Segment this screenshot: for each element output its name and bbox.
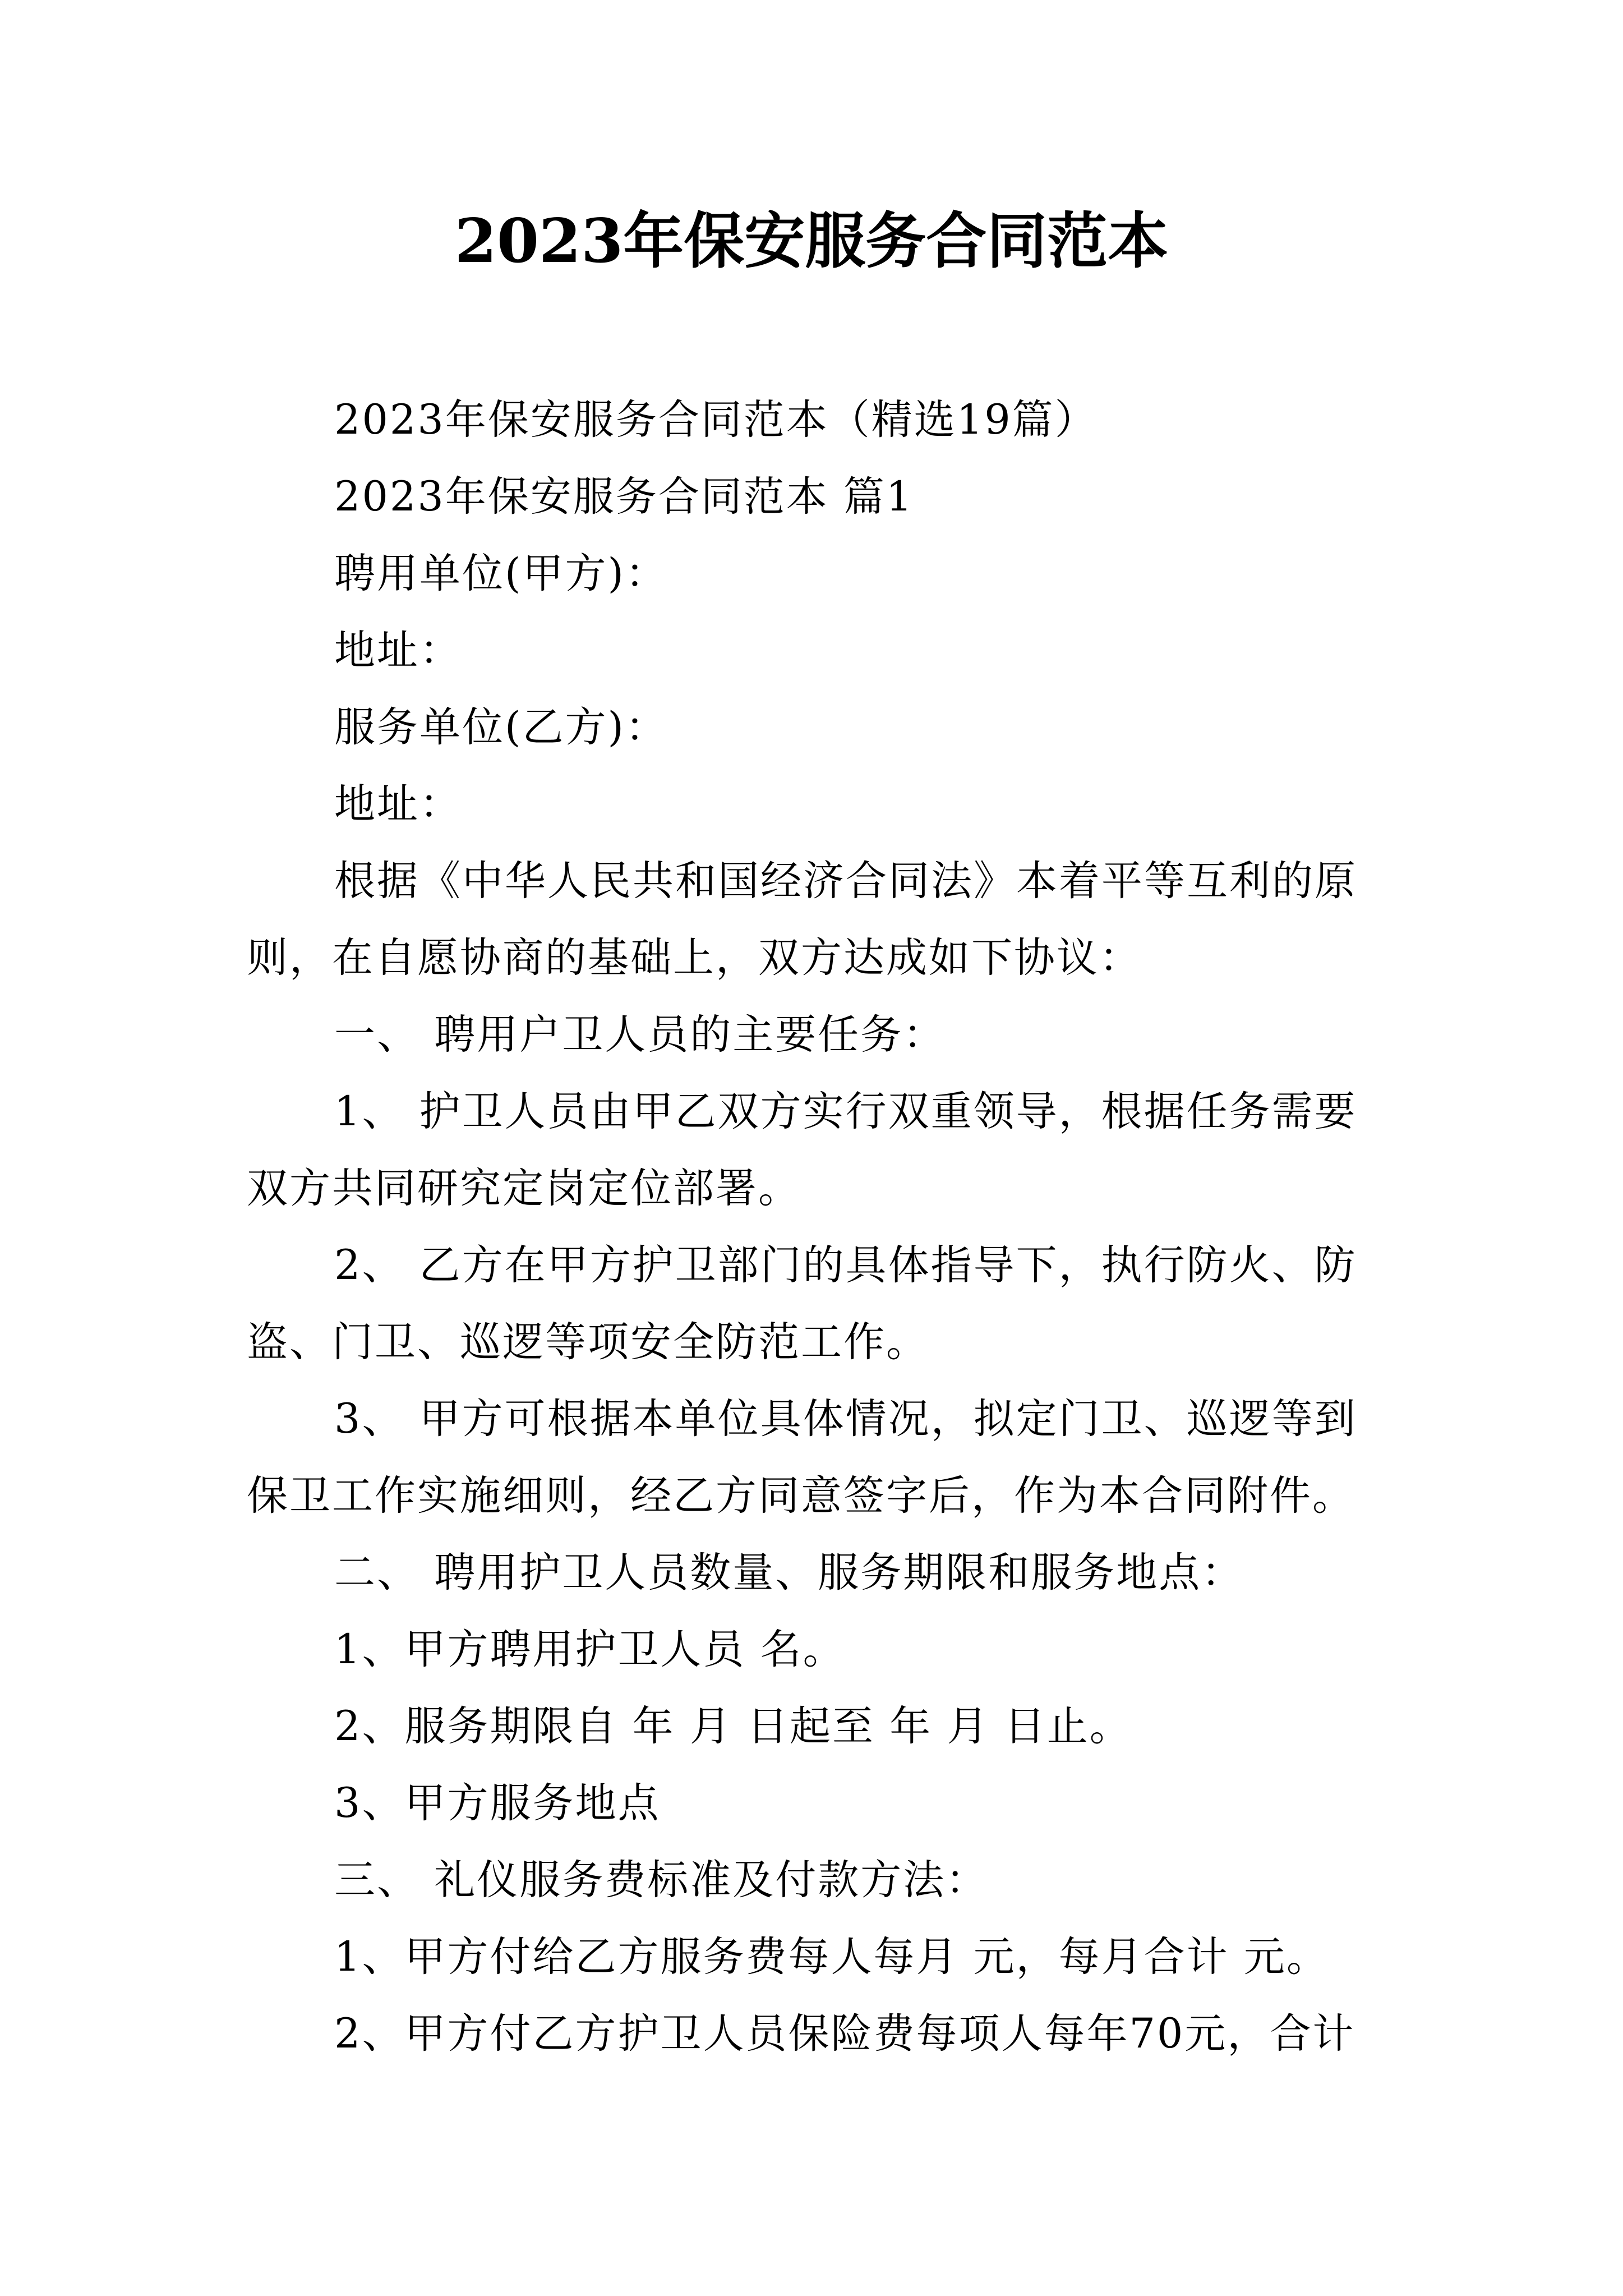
document-body — [247, 381, 1380, 2072]
paragraph-clause-3-2: 2、甲方付乙方护卫人员保险费每项人每年70元，合计 — [334, 2010, 1355, 2058]
paragraph-party-b-address: 地址： — [334, 780, 462, 828]
document-title: 2023年保安服务合同范本 — [454, 206, 1169, 277]
paragraph-clause-1-1: 1、 护卫人员由甲乙双方实行双重领导，根据任务需要双方共同研究定岗定位部署。 — [247, 1088, 1357, 1212]
paragraph-preamble: 根据《中华人民共和国经济合同法》本着平等互利的原则，在自愿协商的基础上，双方达成如下协议： — [247, 857, 1357, 982]
paragraph-clause-1-3: 3、 甲方可根据本单位具体情况，拟定门卫、巡逻等到保卫工作实施细则，经乙方同意签字后，作为本合同附件。 — [247, 1395, 1357, 1520]
paragraph-clause-1-heading: 一、 聘用户卫人员的主要任务： — [334, 1011, 946, 1059]
paragraph-clause-3-heading: 三、 礼仪服务费标准及付款方法： — [334, 1856, 989, 1904]
paragraph-subtitle: 2023年保安服务合同范本（精选19篇） — [334, 396, 1098, 444]
paragraph-clause-2-2: 2、服务期限自 年 月 日起至 年 月 日止。 — [334, 1703, 1132, 1750]
paragraph-section-heading: 2023年保安服务合同范本 篇1 — [334, 473, 914, 521]
paragraph-clause-3-1: 1、甲方付给乙方服务费每人每月 元，每月合计 元。 — [334, 1933, 1329, 1981]
paragraph-clause-1-2: 2、 乙方在甲方护卫部门的具体指导下，执行防火、防盗、门卫、巡逻等项安全防范工作。 — [247, 1241, 1357, 1366]
paragraph-clause-2-3: 3、甲方服务地点 — [334, 1779, 661, 1827]
paragraph-party-b: 服务单位(乙方)： — [334, 703, 668, 751]
paragraph-party-a-address: 地址： — [334, 627, 462, 674]
paragraph-clause-2-1: 1、甲方聘用护卫人员 名。 — [334, 1626, 846, 1673]
paragraph-clause-2-heading: 二、 聘用护卫人员数量、服务期限和服务地点： — [334, 1549, 1244, 1596]
paragraph-party-a: 聘用单位(甲方)： — [334, 550, 668, 597]
